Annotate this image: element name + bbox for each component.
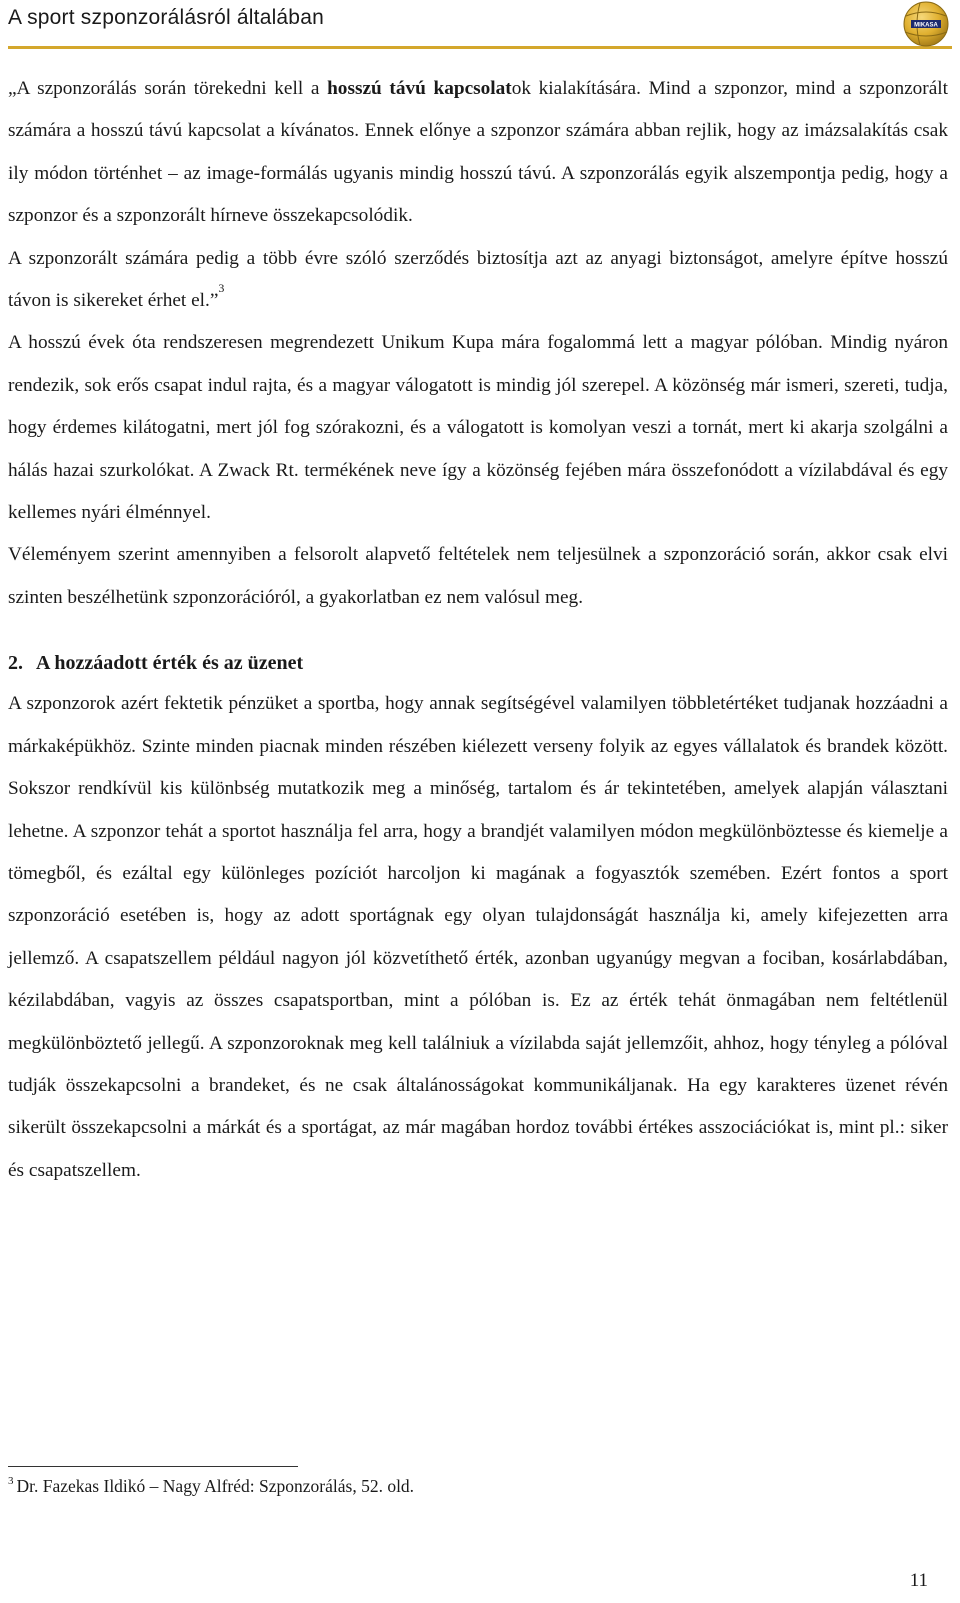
footnote <box>8 1474 414 1498</box>
body-paragraph-opinion: Véleményem szerint amennyiben a felsorolt alapvető feltételek nem teljesülnek a szponzoráció során, akkor csak elvi szinten beszélhetünk szponzorációról, a gyakorlatban ez nem valósul meg. <box>8 544 948 608</box>
footnote-number: 3 <box>8 1475 14 1487</box>
section-title: A hozzáadott érték és az üzenet <box>36 652 304 675</box>
body-paragraph-unikum-kupa: A hosszú évek óta rendszeresen megrendezett Unikum Kupa mára fogalommá lett a magyar pólóban. Mindig nyáron rendezik, sok erős csapat indul rajta, és a magyar válogatott is mindig jól szerepel. A közönség már ismeri, szereti, tudja, hogy érdemes kilátogatni, mert jól fog szórakozni, és a válogatott is komolyan veszi a tornát, mert ki akarja szolgálni a hálás hazai szurkolókat. A Zwack Rt. termékének neve így a közönség fejében mára összefonódott a vízilabdával és egy kellemes nyári élménnyel. <box>8 332 948 524</box>
page-header <box>8 0 952 49</box>
footnote-reference[interactable]: 3 <box>218 281 225 296</box>
logo-wordmark: MIKASA <box>914 22 938 29</box>
section-number: 2. <box>8 652 23 675</box>
footnote-divider <box>8 1466 298 1467</box>
section-body-paragraph: A szponzorok azért fektetik pénzüket a sportba, hogy annak segítségével valamilyen többletértéket tudjanak hozzáadni a márkaképükhöz. Szinte minden piacnak minden részében kiélezett verseny folyik az egyes vállalatok és brandek között. Sokszor rendkívül kis különbség mutatkozik meg a minőség, tartalom és ár tekintetében, amelyek alapján választani lehetne. A szponzor tehát a sportot használja fel arra, hogy a brandjét valamilyen módon megkülönböztesse és kiemelje a tömegből, és ezáltal egy különleges pozíciót harcoljon ki magának a fogyasztók szemében. Ezért fontos a sport szponzoráció esetében is, hogy az adott sportágnak egy olyan tulajdonságát használja ki, amely kifejezetten arra jellemző. A csapatszellem például nagyon jól közvetíthető érték, azonban ugyanúgy megvan a fociban, kosárlabdában, kézilabdában, vagyis az összes csapatsportban, mint a pólóban is. Ez az érték tehát önmagában nem feltétlenül megkülönböztető jellegű. A szponzoroknak meg kell találniuk a vízilabda saját jellemzőit, ahhoz, hogy tényleg a pólóval tudják összekapcsolni a brandeket, és ne csak általánosságokat kommunikáljanak. Ha egy karakteres üzenet révén sikerült összekapcsolni a márkát és a sportágat, az már magában hordoz további értékes asszociációkat is, mint pl.: siker és csapatszellem. <box>8 693 948 1181</box>
emphasis-long-term-relationship: hosszú távú kapcsolat <box>327 78 512 99</box>
quote-paragraph-1: „A szponzorálás során törekedni kell a hosszú távú kapcsolatok kialakítására. Mind a szponzor, mind a szponzorált számára a hosszú távú kapcsolat a kívánatos. Ennek előnye a szponzor számára abban rejlik, hogy az imázsalakítás csak ily módon történhet – az image-formálás ugyanis mindig hosszú távú. A szponzorálás egyik alszempontja pedig, hogy a szponzor és a szponzorált hírneve összekapcsolódik. <box>8 78 949 227</box>
section-heading <box>8 643 948 683</box>
mikasa-water-polo-ball-logo <box>900 0 952 48</box>
footnote-text: Dr. Fazekas Ildikó – Nagy Alfréd: Szponzorálás, 52. old. <box>16 1476 415 1496</box>
quote-paragraph-2: A szponzorált számára pedig a több évre szóló szerződés biztosítja azt az anyagi biztonságot, amelyre építve hosszú távon is sikereket érhet el.”$^3$ <box>8 247 948 312</box>
running-header-title: A sport szponzorálásról általában <box>8 6 324 29</box>
document-body <box>8 68 948 1192</box>
page-number: 11 <box>909 1570 928 1591</box>
